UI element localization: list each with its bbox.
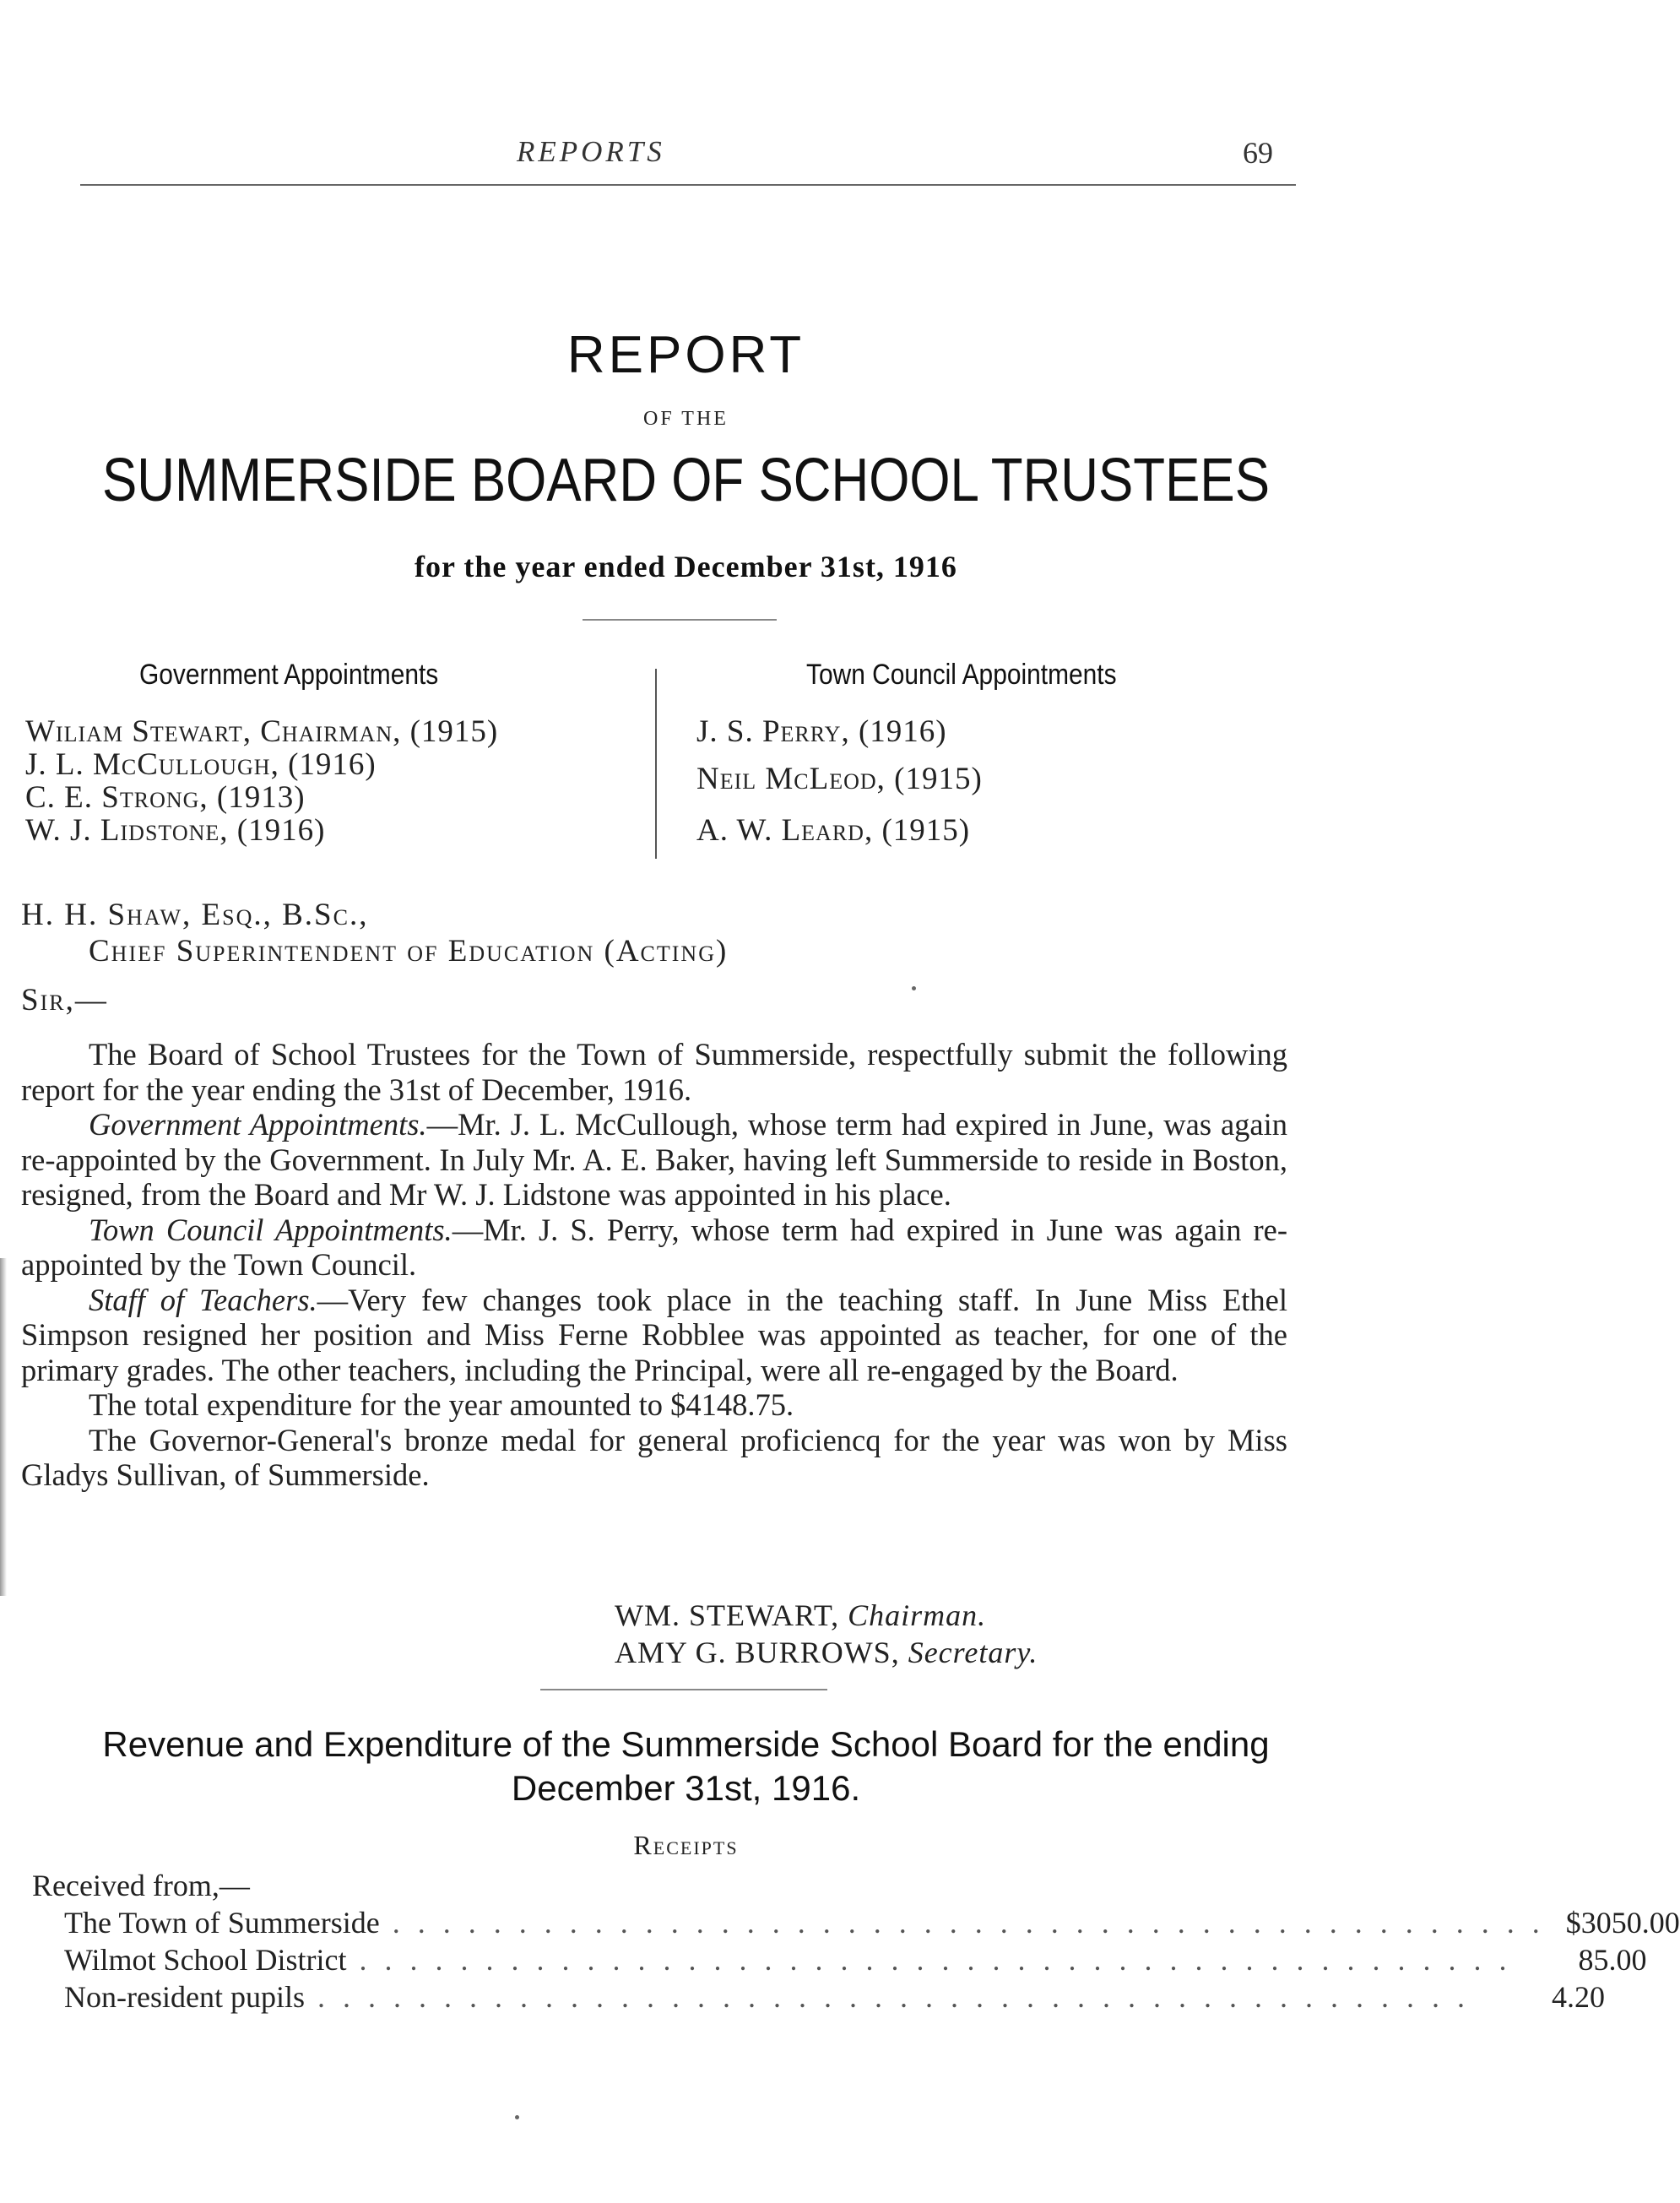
chairman-signature — [615, 1598, 986, 1633]
receipts-ledger — [32, 1868, 1680, 2016]
column-divider — [655, 669, 657, 859]
receipts-heading: Receipts — [633, 1830, 739, 1860]
signature-rule — [540, 1689, 827, 1690]
staff-paragraph — [21, 1283, 1287, 1388]
addressee-name: H. H. Shaw, Esq., B.Sc., — [21, 898, 369, 932]
town-council-paragraph-text: —Mr. J. S. Perry, whose term had expired in June was again re-appointed by the Town Council. — [21, 1212, 1288, 1282]
revenue-title — [68, 1723, 1304, 1810]
secretary-signature — [615, 1635, 1038, 1670]
ledger-row — [32, 1979, 1605, 2016]
year-line: for the year ended December 31st, 1916 — [415, 550, 957, 583]
of-the-label: OF THE — [643, 408, 729, 430]
government-paragraph — [21, 1107, 1287, 1213]
revenue-title-line-1: Revenue and Expenditure of the Summerside School Board for the ending — [102, 1724, 1270, 1764]
government-paragraph-text: —Mr. J. L. McCullough, whose term had expired in June, was again re-appointed by the Government. In July Mr. A. E. Baker, having left Summerside to reside in Boston, resigned, from the Board and Mr W. J. Lidstone was appointed in his place. — [21, 1107, 1287, 1212]
scan-edge-shadow — [0, 1258, 7, 1596]
scan-speck — [515, 2115, 519, 2119]
town-council-member: A. W. Leard, (1915) — [696, 813, 971, 848]
ledger-amount: 4.20 — [1551, 1980, 1605, 2014]
chairman-name: WM. STEWART, — [615, 1598, 840, 1632]
chairman-role: Chairman. — [848, 1598, 987, 1632]
received-from-row — [32, 1868, 1290, 1905]
report-title: REPORT — [566, 326, 805, 384]
ledger-amount: 85.00 — [1578, 1943, 1647, 1977]
scan-speck — [912, 986, 916, 990]
leader-dots: . . . . . . . . . . . . . . . . . . . . . . . . . . . . . . . . . . . . . . . . . . . . . . — [346, 1943, 1512, 1977]
running-title: REPORTS — [517, 135, 665, 168]
staff-paragraph-text: —Very few changes took place in the teaching staff. In June Miss Ethel Simpson resigned her position and Miss Ferne Robblee was appointed as teacher, for one of the primary grades. The other teachers, including the Principal, were all re-engaged by the Board. — [21, 1282, 1287, 1387]
secretary-name: AMY G. BURROWS, — [615, 1636, 900, 1669]
received-from-label: Received from,— — [32, 1869, 250, 1902]
intro-paragraph: The Board of School Trustees for the Town of Summerside, respectfully submit the following report for the year ending the 31st of December, 1916. — [21, 1037, 1287, 1107]
town-council-paragraph — [21, 1213, 1287, 1283]
leader-dots: . . . . . . . . . . . . . . . . . . . . . . . . . . . . . . . . . . . . . . . . . . . . . . — [304, 1980, 1470, 2014]
ledger-label: Wilmot School District — [64, 1943, 347, 1977]
ledger-label: Non-resident pupils — [64, 1980, 305, 2014]
leader-dots: . . . . . . . . . . . . . . . . . . . . . . . . . . . . . . . . . . . . . . . . . . . . . . — [379, 1906, 1545, 1940]
government-paragraph-heading: Government Appointments. — [89, 1107, 427, 1142]
secretary-role: Secretary. — [908, 1636, 1038, 1669]
revenue-title-line-2: December 31st, 1916. — [511, 1768, 861, 1808]
staff-paragraph-heading: Staff of Teachers. — [89, 1282, 317, 1317]
government-appointments-heading: Government Appointments — [139, 659, 439, 691]
title-rule — [583, 619, 777, 621]
ledger-row — [32, 1942, 1647, 1979]
addressee-title: Chief Superintendent of Education (Acting) — [89, 934, 729, 969]
header-rule — [80, 184, 1296, 186]
salutation: Sir,— — [21, 983, 108, 1017]
government-member: Wiliam Stewart, Chairman, (1915) — [25, 714, 499, 749]
town-council-member: J. S. Perry, (1916) — [696, 714, 947, 749]
expenditure-paragraph: The total expenditure for the year amounted to $4148.75. — [89, 1387, 794, 1422]
page-number: 69 — [1243, 136, 1273, 170]
report-body — [21, 1037, 1287, 1493]
town-council-member: Neil McLeod, (1915) — [696, 762, 983, 796]
ledger-amount: $3050.00 — [1565, 1906, 1680, 1940]
town-council-appointments-heading: Town Council Appointments — [806, 659, 1117, 691]
ledger-label: The Town of Summerside — [64, 1906, 380, 1940]
government-member: W. J. Lidstone, (1916) — [25, 813, 326, 848]
medal-paragraph: The Governor-General's bronze medal for general proficiencq for the year was won by Miss Gladys Sullivan, of Summerside. — [21, 1422, 1287, 1492]
ledger-row — [32, 1905, 1680, 1942]
board-title: SUMMERSIDE BOARD OF SCHOOL TRUSTEES — [101, 447, 1271, 514]
town-council-paragraph-heading: Town Council Appointments. — [89, 1212, 453, 1247]
government-member: J. L. McCullough, (1916) — [25, 747, 377, 782]
government-member: C. E. Strong, (1913) — [25, 780, 306, 815]
